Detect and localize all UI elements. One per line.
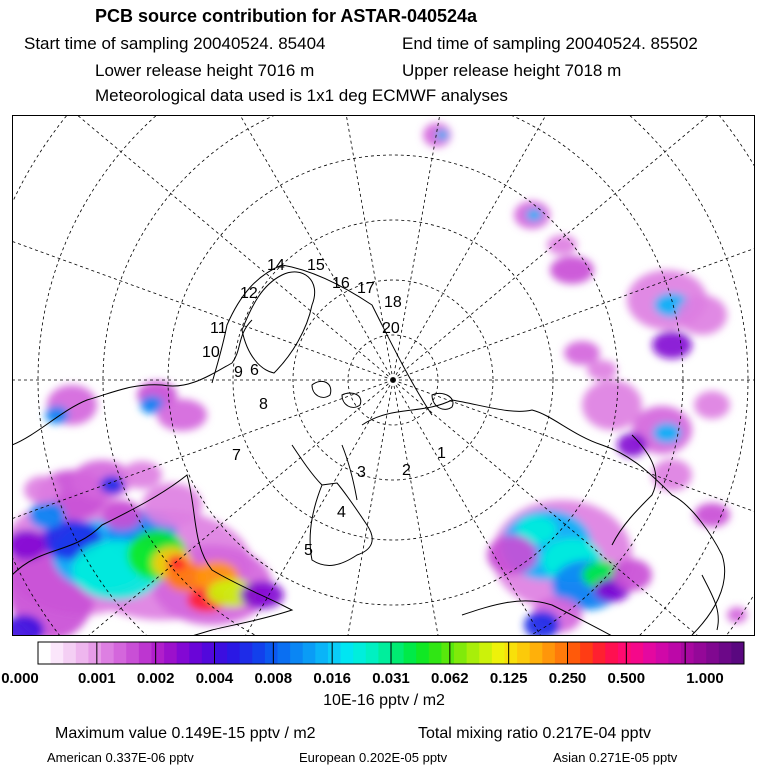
colorbar-tick-label: 1.000 <box>686 670 724 687</box>
colorbar-cell <box>151 642 164 664</box>
colorbar-cell <box>643 642 656 664</box>
colorbar-cell <box>315 642 328 664</box>
colorbar-cell <box>202 642 215 664</box>
colorbar-cell <box>126 642 139 664</box>
trajectory-time-label: 20 <box>382 320 400 337</box>
colorbar-cell <box>366 642 379 664</box>
trajectory-time-label: 8 <box>259 396 268 413</box>
trajectory-time-label: 7 <box>232 447 241 464</box>
colorbar-cell <box>416 642 429 664</box>
colorbar-cell <box>479 642 492 664</box>
colorbar-tick-label: 0.004 <box>195 670 234 687</box>
colorbar-cell <box>63 642 76 664</box>
polar-stereographic-map <box>12 115 755 636</box>
trajectory-time-label: 3 <box>357 464 366 481</box>
colorbar-tick-label: 0.031 <box>372 670 410 687</box>
colorbar-cell <box>378 642 391 664</box>
meteorological-data-label: Meteorological data used is 1x1 deg ECMWF analyses <box>95 86 508 105</box>
concentration-patch <box>582 380 642 430</box>
concentration-patch <box>29 501 65 529</box>
concentration-patch <box>526 209 542 221</box>
trajectory-time-label: 5 <box>304 542 313 559</box>
trajectory-time-label: 4 <box>337 504 346 521</box>
colorbar-cell <box>303 642 316 664</box>
start-time-label: Start time of sampling 20040524. 85404 <box>24 34 326 53</box>
concentration-patch <box>587 360 617 380</box>
colorbar-cell <box>278 642 291 664</box>
colorbar-cell <box>353 642 366 664</box>
lower-release-height-label: Lower release height 7016 m <box>95 61 315 80</box>
colorbar-tick-labels <box>1 670 724 687</box>
concentration-patch <box>550 256 594 284</box>
colorbar-tick-label: 0.125 <box>489 670 528 687</box>
colorbar-cell <box>38 642 51 664</box>
colorbar-cell <box>668 642 681 664</box>
concentration-patch <box>72 460 132 500</box>
colorbar-cell <box>114 642 127 664</box>
colorbar-cell <box>76 642 89 664</box>
colorbar-cell <box>240 642 253 664</box>
colorbar-cell <box>694 642 707 664</box>
trajectory-time-label: 2 <box>402 462 411 479</box>
colorbar-cell <box>215 642 228 664</box>
concentration-patch <box>652 331 692 359</box>
colorbar-tick-label: 0.008 <box>254 670 293 687</box>
colorbar-cell <box>139 642 152 664</box>
concentration-patch <box>436 130 448 140</box>
colorbar-cell <box>706 642 719 664</box>
colorbar-cell <box>164 642 177 664</box>
maximum-value-label: Maximum value 0.149E-15 pptv / m2 <box>55 725 316 742</box>
colorbar-unit-label: 10E-16 pptv / m2 <box>323 692 445 709</box>
trajectory-time-label: 9 <box>234 364 243 381</box>
concentration-patch <box>487 535 537 575</box>
colorbar-cell <box>429 642 442 664</box>
colorbar-cell <box>580 642 593 664</box>
colorbar-cell <box>731 642 744 664</box>
colorbar-cell <box>454 642 467 664</box>
colorbar-cell <box>189 642 202 664</box>
european-contribution-label: European 0.202E-05 pptv <box>299 750 448 765</box>
concentration-patch <box>167 555 187 571</box>
colorbar <box>0 640 768 690</box>
trajectory-time-label: 14 <box>267 257 285 274</box>
colorbar-cell <box>391 642 404 664</box>
colorbar-cell <box>681 642 694 664</box>
upper-release-height-label: Upper release height 7018 m <box>402 61 622 80</box>
colorbar-cell <box>530 642 543 664</box>
concentration-patch <box>694 503 730 527</box>
colorbar-tick-label: 0.250 <box>548 670 587 687</box>
asian-contribution-label: Asian 0.271E-05 pptv <box>553 750 678 765</box>
colorbar-cell <box>555 642 568 664</box>
colorbar-tick-label: 0.016 <box>313 670 351 687</box>
concentration-patch <box>727 607 747 623</box>
colorbar-cell <box>441 642 454 664</box>
colorbar-cell <box>88 642 101 664</box>
colorbar-cell <box>618 642 631 664</box>
colorbar-cell <box>227 642 240 664</box>
colorbar-cell <box>101 642 114 664</box>
trajectory-time-label: 10 <box>202 344 220 361</box>
concentration-patch <box>694 391 730 419</box>
map-title: PCB source contribution for ASTAR-040524a <box>95 6 478 26</box>
colorbar-cell <box>504 642 517 664</box>
trajectory-time-label: 16 <box>332 275 350 292</box>
trajectory-time-label: 6 <box>250 362 259 379</box>
trajectory-time-label: 1 <box>437 445 446 462</box>
concentration-patch <box>24 476 60 504</box>
concentration-patch <box>612 559 652 591</box>
colorbar-tick-label: 0.062 <box>431 670 469 687</box>
colorbar-cells <box>38 642 744 664</box>
colorbar-cell <box>605 642 618 664</box>
colorbar-tick-label: 0.500 <box>607 670 646 687</box>
colorbar-cell <box>656 642 669 664</box>
concentration-patch <box>652 459 692 491</box>
colorbar-cell <box>177 642 190 664</box>
trajectory-time-label: 12 <box>240 285 258 302</box>
colorbar-cell <box>593 642 606 664</box>
colorbar-cell <box>290 642 303 664</box>
colorbar-cell <box>51 642 64 664</box>
trajectory-time-label: 18 <box>384 294 402 311</box>
trajectory-time-label: 15 <box>307 257 325 274</box>
colorbar-cell <box>328 642 341 664</box>
american-contribution-label: American 0.337E-06 pptv <box>47 750 194 765</box>
trajectory-time-label: 11 <box>210 320 227 337</box>
colorbar-cell <box>492 642 505 664</box>
colorbar-cell <box>568 642 581 664</box>
concentration-patch <box>122 461 162 489</box>
concentration-patch <box>45 406 69 424</box>
concentration-patch <box>157 399 207 431</box>
colorbar-cell <box>719 642 732 664</box>
colorbar-cell <box>467 642 480 664</box>
colorbar-cell <box>517 642 530 664</box>
colorbar-tick-label: 0.002 <box>136 670 175 687</box>
colorbar-cell <box>265 642 278 664</box>
colorbar-cell <box>341 642 354 664</box>
concentration-patch <box>677 295 727 335</box>
colorbar-cell <box>252 642 265 664</box>
colorbar-tick-label: 0.000 <box>1 670 39 687</box>
trajectory-time-label: 17 <box>357 280 375 297</box>
end-time-label: End time of sampling 20040524. 85502 <box>402 34 698 53</box>
colorbar-tick-label: 0.001 <box>78 670 116 687</box>
colorbar-cell <box>542 642 555 664</box>
colorbar-cell <box>631 642 644 664</box>
colorbar-cell <box>404 642 417 664</box>
total-mixing-ratio-label: Total mixing ratio 0.217E-04 pptv <box>418 725 652 742</box>
